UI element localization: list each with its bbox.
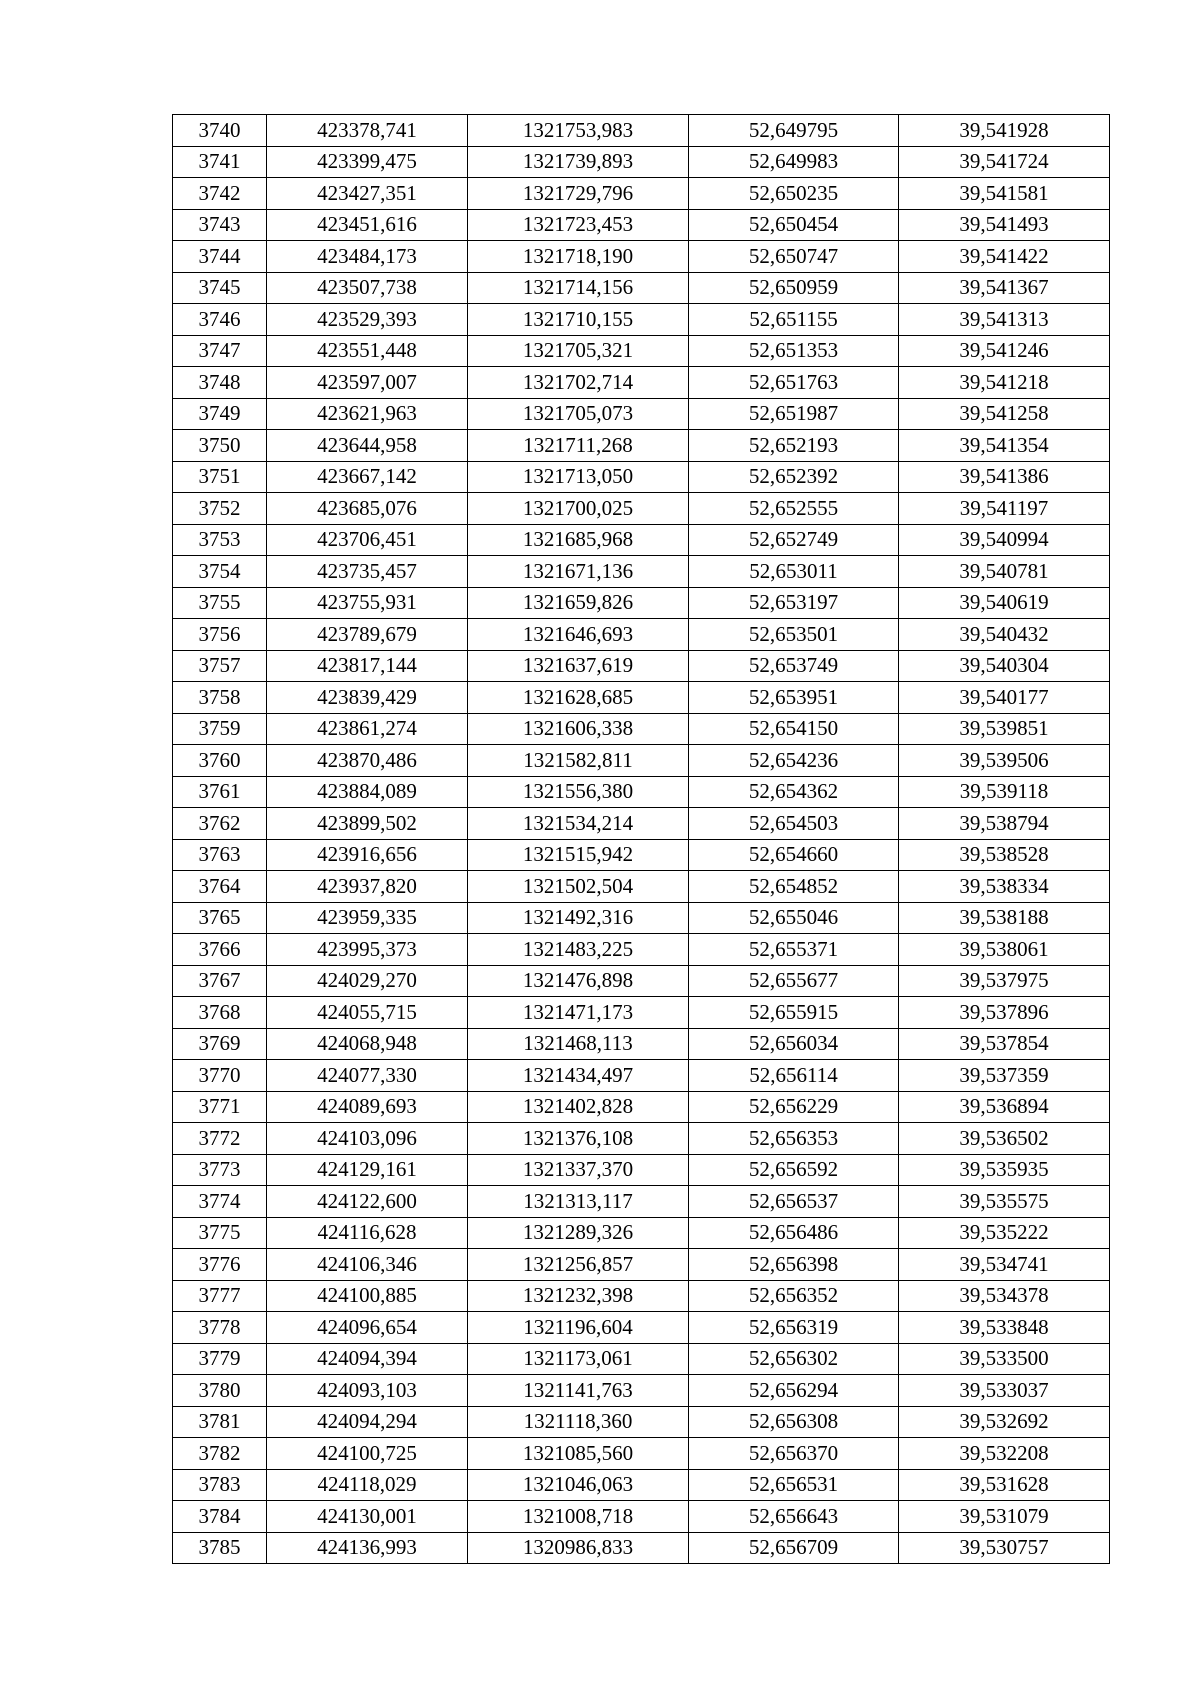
latitude-cell: 52,650235 (689, 178, 899, 210)
table-row (173, 209, 1110, 241)
table-row (173, 1217, 1110, 1249)
y-coordinate-cell: 1321313,117 (468, 1186, 689, 1218)
y-coordinate-cell: 1321008,718 (468, 1501, 689, 1533)
latitude-cell: 52,652193 (689, 430, 899, 462)
y-coordinate-cell: 1321337,370 (468, 1154, 689, 1186)
point-number-cell: 3768 (173, 997, 267, 1029)
x-coordinate-cell: 424106,346 (267, 1249, 468, 1281)
latitude-cell: 52,655371 (689, 934, 899, 966)
x-coordinate-cell: 423789,679 (267, 619, 468, 651)
longitude-cell: 39,541724 (899, 146, 1110, 178)
point-number-cell: 3755 (173, 587, 267, 619)
x-coordinate-cell: 423484,173 (267, 241, 468, 273)
point-number-cell: 3782 (173, 1438, 267, 1470)
point-number-cell: 3764 (173, 871, 267, 903)
longitude-cell: 39,534378 (899, 1280, 1110, 1312)
longitude-cell: 39,531079 (899, 1501, 1110, 1533)
latitude-cell: 52,654150 (689, 713, 899, 745)
longitude-cell: 39,535222 (899, 1217, 1110, 1249)
x-coordinate-cell: 424093,103 (267, 1375, 468, 1407)
longitude-cell: 39,541493 (899, 209, 1110, 241)
y-coordinate-cell: 1321582,811 (468, 745, 689, 777)
y-coordinate-cell: 1321046,063 (468, 1469, 689, 1501)
latitude-cell: 52,650454 (689, 209, 899, 241)
latitude-cell: 52,655915 (689, 997, 899, 1029)
point-number-cell: 3756 (173, 619, 267, 651)
x-coordinate-cell: 423667,142 (267, 461, 468, 493)
table-row (173, 1091, 1110, 1123)
y-coordinate-cell: 1321483,225 (468, 934, 689, 966)
latitude-cell: 52,655677 (689, 965, 899, 997)
x-coordinate-cell: 424077,330 (267, 1060, 468, 1092)
y-coordinate-cell: 1321502,504 (468, 871, 689, 903)
point-number-cell: 3763 (173, 839, 267, 871)
point-number-cell: 3748 (173, 367, 267, 399)
longitude-cell: 39,539506 (899, 745, 1110, 777)
latitude-cell: 52,654660 (689, 839, 899, 871)
latitude-cell: 52,654236 (689, 745, 899, 777)
longitude-cell: 39,536502 (899, 1123, 1110, 1155)
x-coordinate-cell: 424100,725 (267, 1438, 468, 1470)
y-coordinate-cell: 1321753,983 (468, 115, 689, 147)
y-coordinate-cell: 1321637,619 (468, 650, 689, 682)
latitude-cell: 52,654852 (689, 871, 899, 903)
longitude-cell: 39,537359 (899, 1060, 1110, 1092)
latitude-cell: 52,653011 (689, 556, 899, 588)
point-number-cell: 3770 (173, 1060, 267, 1092)
x-coordinate-cell: 424129,161 (267, 1154, 468, 1186)
longitude-cell: 39,540781 (899, 556, 1110, 588)
table-row (173, 650, 1110, 682)
longitude-cell: 39,541928 (899, 115, 1110, 147)
x-coordinate-cell: 424130,001 (267, 1501, 468, 1533)
table-row (173, 965, 1110, 997)
y-coordinate-cell: 1321606,338 (468, 713, 689, 745)
latitude-cell: 52,651155 (689, 304, 899, 336)
y-coordinate-cell: 1321476,898 (468, 965, 689, 997)
table-row (173, 1532, 1110, 1564)
x-coordinate-cell: 423839,429 (267, 682, 468, 714)
x-coordinate-cell: 423427,351 (267, 178, 468, 210)
point-number-cell: 3750 (173, 430, 267, 462)
point-number-cell: 3765 (173, 902, 267, 934)
x-coordinate-cell: 424094,394 (267, 1343, 468, 1375)
table-row (173, 934, 1110, 966)
longitude-cell: 39,541422 (899, 241, 1110, 273)
point-number-cell: 3743 (173, 209, 267, 241)
table-row (173, 997, 1110, 1029)
table-row (173, 902, 1110, 934)
table-row (173, 1375, 1110, 1407)
table-row (173, 272, 1110, 304)
table-row (173, 398, 1110, 430)
table-row (173, 1438, 1110, 1470)
latitude-cell: 52,656398 (689, 1249, 899, 1281)
x-coordinate-cell: 424116,628 (267, 1217, 468, 1249)
x-coordinate-cell: 424068,948 (267, 1028, 468, 1060)
table-row (173, 1249, 1110, 1281)
longitude-cell: 39,540432 (899, 619, 1110, 651)
longitude-cell: 39,541581 (899, 178, 1110, 210)
point-number-cell: 3766 (173, 934, 267, 966)
x-coordinate-cell: 423899,502 (267, 808, 468, 840)
table-row (173, 871, 1110, 903)
point-number-cell: 3746 (173, 304, 267, 336)
latitude-cell: 52,650959 (689, 272, 899, 304)
longitude-cell: 39,541258 (899, 398, 1110, 430)
point-number-cell: 3749 (173, 398, 267, 430)
latitude-cell: 52,654503 (689, 808, 899, 840)
longitude-cell: 39,541313 (899, 304, 1110, 336)
table-row (173, 493, 1110, 525)
y-coordinate-cell: 1321723,453 (468, 209, 689, 241)
latitude-cell: 52,656353 (689, 1123, 899, 1155)
longitude-cell: 39,541367 (899, 272, 1110, 304)
y-coordinate-cell: 1321711,268 (468, 430, 689, 462)
longitude-cell: 39,533500 (899, 1343, 1110, 1375)
table-row (173, 241, 1110, 273)
point-number-cell: 3780 (173, 1375, 267, 1407)
x-coordinate-cell: 423755,931 (267, 587, 468, 619)
latitude-cell: 52,656229 (689, 1091, 899, 1123)
table-row (173, 430, 1110, 462)
y-coordinate-cell: 1321713,050 (468, 461, 689, 493)
point-number-cell: 3777 (173, 1280, 267, 1312)
longitude-cell: 39,541386 (899, 461, 1110, 493)
latitude-cell: 52,652749 (689, 524, 899, 556)
table-row (173, 1186, 1110, 1218)
table-row (173, 367, 1110, 399)
y-coordinate-cell: 1321628,685 (468, 682, 689, 714)
longitude-cell: 39,537896 (899, 997, 1110, 1029)
x-coordinate-cell: 423529,393 (267, 304, 468, 336)
longitude-cell: 39,541246 (899, 335, 1110, 367)
point-number-cell: 3785 (173, 1532, 267, 1564)
point-number-cell: 3778 (173, 1312, 267, 1344)
point-number-cell: 3760 (173, 745, 267, 777)
latitude-cell: 52,656352 (689, 1280, 899, 1312)
point-number-cell: 3762 (173, 808, 267, 840)
table-row (173, 304, 1110, 336)
x-coordinate-cell: 423861,274 (267, 713, 468, 745)
point-number-cell: 3751 (173, 461, 267, 493)
latitude-cell: 52,656537 (689, 1186, 899, 1218)
latitude-cell: 52,656709 (689, 1532, 899, 1564)
table-row (173, 524, 1110, 556)
latitude-cell: 52,650747 (689, 241, 899, 273)
latitude-cell: 52,656114 (689, 1060, 899, 1092)
y-coordinate-cell: 1321556,380 (468, 776, 689, 808)
x-coordinate-cell: 424029,270 (267, 965, 468, 997)
longitude-cell: 39,538334 (899, 871, 1110, 903)
table-row (173, 1469, 1110, 1501)
longitude-cell: 39,538794 (899, 808, 1110, 840)
latitude-cell: 52,651353 (689, 335, 899, 367)
point-number-cell: 3757 (173, 650, 267, 682)
x-coordinate-cell: 423706,451 (267, 524, 468, 556)
longitude-cell: 39,534741 (899, 1249, 1110, 1281)
longitude-cell: 39,540994 (899, 524, 1110, 556)
y-coordinate-cell: 1321714,156 (468, 272, 689, 304)
latitude-cell: 52,653197 (689, 587, 899, 619)
latitude-cell: 52,654362 (689, 776, 899, 808)
latitude-cell: 52,651763 (689, 367, 899, 399)
x-coordinate-cell: 423916,656 (267, 839, 468, 871)
x-coordinate-cell: 424096,654 (267, 1312, 468, 1344)
y-coordinate-cell: 1321729,796 (468, 178, 689, 210)
table-row (173, 1060, 1110, 1092)
latitude-cell: 52,656643 (689, 1501, 899, 1533)
longitude-cell: 39,541197 (899, 493, 1110, 525)
table-row (173, 178, 1110, 210)
y-coordinate-cell: 1321232,398 (468, 1280, 689, 1312)
point-number-cell: 3772 (173, 1123, 267, 1155)
y-coordinate-cell: 1321196,604 (468, 1312, 689, 1344)
longitude-cell: 39,539851 (899, 713, 1110, 745)
x-coordinate-cell: 423937,820 (267, 871, 468, 903)
y-coordinate-cell: 1321705,321 (468, 335, 689, 367)
latitude-cell: 52,656034 (689, 1028, 899, 1060)
latitude-cell: 52,649983 (689, 146, 899, 178)
x-coordinate-cell: 424103,096 (267, 1123, 468, 1155)
y-coordinate-cell: 1321700,025 (468, 493, 689, 525)
longitude-cell: 39,540177 (899, 682, 1110, 714)
point-number-cell: 3771 (173, 1091, 267, 1123)
longitude-cell: 39,535935 (899, 1154, 1110, 1186)
y-coordinate-cell: 1321685,968 (468, 524, 689, 556)
y-coordinate-cell: 1321492,316 (468, 902, 689, 934)
latitude-cell: 52,656486 (689, 1217, 899, 1249)
y-coordinate-cell: 1321471,173 (468, 997, 689, 1029)
x-coordinate-cell: 423399,475 (267, 146, 468, 178)
latitude-cell: 52,656319 (689, 1312, 899, 1344)
latitude-cell: 52,656370 (689, 1438, 899, 1470)
y-coordinate-cell: 1321739,893 (468, 146, 689, 178)
point-number-cell: 3741 (173, 146, 267, 178)
y-coordinate-cell: 1321718,190 (468, 241, 689, 273)
x-coordinate-cell: 423735,457 (267, 556, 468, 588)
point-number-cell: 3774 (173, 1186, 267, 1218)
table-row (173, 1312, 1110, 1344)
table-row (173, 335, 1110, 367)
x-coordinate-cell: 423451,616 (267, 209, 468, 241)
latitude-cell: 52,653501 (689, 619, 899, 651)
table-row (173, 1028, 1110, 1060)
point-number-cell: 3784 (173, 1501, 267, 1533)
y-coordinate-cell: 1321256,857 (468, 1249, 689, 1281)
latitude-cell: 52,653951 (689, 682, 899, 714)
x-coordinate-cell: 423597,007 (267, 367, 468, 399)
y-coordinate-cell: 1321646,693 (468, 619, 689, 651)
latitude-cell: 52,656531 (689, 1469, 899, 1501)
latitude-cell: 52,652555 (689, 493, 899, 525)
point-number-cell: 3783 (173, 1469, 267, 1501)
longitude-cell: 39,538528 (899, 839, 1110, 871)
y-coordinate-cell: 1321702,714 (468, 367, 689, 399)
coordinates-table (172, 114, 1110, 1564)
x-coordinate-cell: 424089,693 (267, 1091, 468, 1123)
x-coordinate-cell: 423870,486 (267, 745, 468, 777)
longitude-cell: 39,535575 (899, 1186, 1110, 1218)
x-coordinate-cell: 423507,738 (267, 272, 468, 304)
x-coordinate-cell: 424100,885 (267, 1280, 468, 1312)
x-coordinate-cell: 423817,144 (267, 650, 468, 682)
y-coordinate-cell: 1321705,073 (468, 398, 689, 430)
x-coordinate-cell: 424094,294 (267, 1406, 468, 1438)
point-number-cell: 3779 (173, 1343, 267, 1375)
longitude-cell: 39,531628 (899, 1469, 1110, 1501)
point-number-cell: 3769 (173, 1028, 267, 1060)
point-number-cell: 3759 (173, 713, 267, 745)
x-coordinate-cell: 424055,715 (267, 997, 468, 1029)
point-number-cell: 3758 (173, 682, 267, 714)
coordinates-table-body (173, 115, 1110, 1564)
point-number-cell: 3776 (173, 1249, 267, 1281)
x-coordinate-cell: 423551,448 (267, 335, 468, 367)
latitude-cell: 52,656302 (689, 1343, 899, 1375)
latitude-cell: 52,655046 (689, 902, 899, 934)
y-coordinate-cell: 1321376,108 (468, 1123, 689, 1155)
longitude-cell: 39,537854 (899, 1028, 1110, 1060)
point-number-cell: 3781 (173, 1406, 267, 1438)
y-coordinate-cell: 1321402,828 (468, 1091, 689, 1123)
point-number-cell: 3744 (173, 241, 267, 273)
longitude-cell: 39,539118 (899, 776, 1110, 808)
x-coordinate-cell: 423995,373 (267, 934, 468, 966)
longitude-cell: 39,538061 (899, 934, 1110, 966)
y-coordinate-cell: 1321659,826 (468, 587, 689, 619)
latitude-cell: 52,656308 (689, 1406, 899, 1438)
table-row (173, 1123, 1110, 1155)
table-row (173, 839, 1110, 871)
table-row (173, 619, 1110, 651)
point-number-cell: 3773 (173, 1154, 267, 1186)
y-coordinate-cell: 1321173,061 (468, 1343, 689, 1375)
longitude-cell: 39,541354 (899, 430, 1110, 462)
x-coordinate-cell: 424118,029 (267, 1469, 468, 1501)
x-coordinate-cell: 423621,963 (267, 398, 468, 430)
table-row (173, 1343, 1110, 1375)
x-coordinate-cell: 423685,076 (267, 493, 468, 525)
longitude-cell: 39,533848 (899, 1312, 1110, 1344)
longitude-cell: 39,540619 (899, 587, 1110, 619)
longitude-cell: 39,532692 (899, 1406, 1110, 1438)
x-coordinate-cell: 423378,741 (267, 115, 468, 147)
point-number-cell: 3752 (173, 493, 267, 525)
longitude-cell: 39,536894 (899, 1091, 1110, 1123)
y-coordinate-cell: 1321141,763 (468, 1375, 689, 1407)
y-coordinate-cell: 1321515,942 (468, 839, 689, 871)
table-row (173, 1154, 1110, 1186)
table-row (173, 745, 1110, 777)
y-coordinate-cell: 1321118,360 (468, 1406, 689, 1438)
table-row (173, 776, 1110, 808)
table-row (173, 808, 1110, 840)
y-coordinate-cell: 1321710,155 (468, 304, 689, 336)
point-number-cell: 3754 (173, 556, 267, 588)
x-coordinate-cell: 423644,958 (267, 430, 468, 462)
longitude-cell: 39,537975 (899, 965, 1110, 997)
table-row (173, 1501, 1110, 1533)
y-coordinate-cell: 1321468,113 (468, 1028, 689, 1060)
table-row (173, 1280, 1110, 1312)
table-row (173, 556, 1110, 588)
longitude-cell: 39,538188 (899, 902, 1110, 934)
latitude-cell: 52,649795 (689, 115, 899, 147)
table-row (173, 115, 1110, 147)
latitude-cell: 52,652392 (689, 461, 899, 493)
point-number-cell: 3753 (173, 524, 267, 556)
point-number-cell: 3747 (173, 335, 267, 367)
latitude-cell: 52,653749 (689, 650, 899, 682)
x-coordinate-cell: 423959,335 (267, 902, 468, 934)
x-coordinate-cell: 423884,089 (267, 776, 468, 808)
point-number-cell: 3742 (173, 178, 267, 210)
x-coordinate-cell: 424122,600 (267, 1186, 468, 1218)
latitude-cell: 52,656294 (689, 1375, 899, 1407)
longitude-cell: 39,532208 (899, 1438, 1110, 1470)
table-row (173, 461, 1110, 493)
longitude-cell: 39,533037 (899, 1375, 1110, 1407)
longitude-cell: 39,530757 (899, 1532, 1110, 1564)
table-row (173, 146, 1110, 178)
table-row (173, 713, 1110, 745)
point-number-cell: 3761 (173, 776, 267, 808)
y-coordinate-cell: 1321289,326 (468, 1217, 689, 1249)
y-coordinate-cell: 1321434,497 (468, 1060, 689, 1092)
table-row (173, 682, 1110, 714)
y-coordinate-cell: 1321085,560 (468, 1438, 689, 1470)
point-number-cell: 3740 (173, 115, 267, 147)
point-number-cell: 3767 (173, 965, 267, 997)
point-number-cell: 3775 (173, 1217, 267, 1249)
latitude-cell: 52,656592 (689, 1154, 899, 1186)
point-number-cell: 3745 (173, 272, 267, 304)
y-coordinate-cell: 1321671,136 (468, 556, 689, 588)
longitude-cell: 39,541218 (899, 367, 1110, 399)
y-coordinate-cell: 1321534,214 (468, 808, 689, 840)
y-coordinate-cell: 1320986,833 (468, 1532, 689, 1564)
table-row (173, 1406, 1110, 1438)
table-row (173, 587, 1110, 619)
x-coordinate-cell: 424136,993 (267, 1532, 468, 1564)
longitude-cell: 39,540304 (899, 650, 1110, 682)
latitude-cell: 52,651987 (689, 398, 899, 430)
